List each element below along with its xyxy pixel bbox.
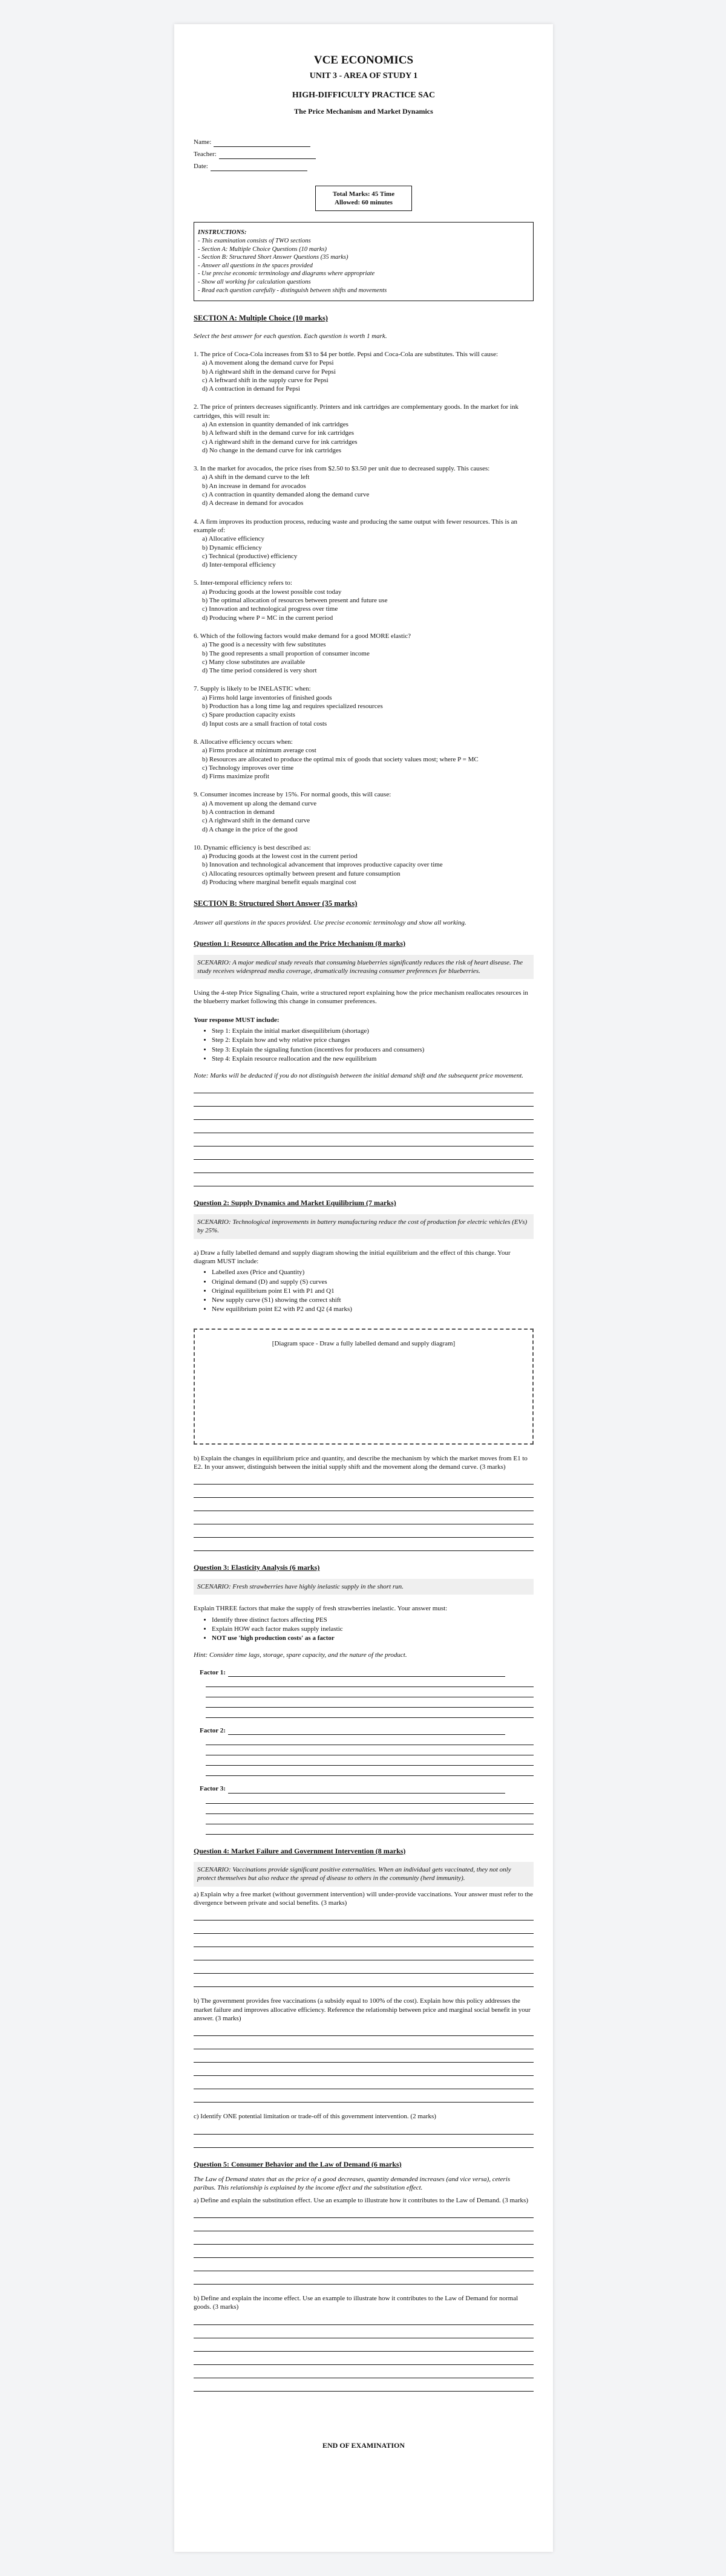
q1-steps xyxy=(194,1027,534,1063)
mcq-option[interactable]: d) Inter-temporal efficiency xyxy=(202,561,276,569)
mcq-option[interactable]: c) Allocating resources optimally between present and future consumption xyxy=(202,870,401,877)
answer-line[interactable] xyxy=(194,2271,534,2285)
answer-line[interactable] xyxy=(194,1107,534,1120)
q4a-answer-lines[interactable] xyxy=(194,1907,534,1987)
q3-items xyxy=(194,1616,534,1643)
instructions-box xyxy=(194,222,534,301)
answer-line[interactable] xyxy=(206,1708,534,1718)
mcq-option[interactable]: a) Allocative efficiency xyxy=(202,535,265,543)
mcq-option[interactable]: b) A leftward shift in the demand curve for ink cartridges xyxy=(202,429,355,437)
answer-line[interactable] xyxy=(206,1687,534,1697)
factor-1 xyxy=(194,1668,534,1718)
factor-3-lines[interactable] xyxy=(200,1794,534,1835)
teacher-label: Teacher: xyxy=(194,151,217,158)
mcq-option[interactable]: c) A rightward shift in the demand curve for ink cartridges xyxy=(202,438,358,446)
mcq-option[interactable]: d) Producing where P = MC in the current period xyxy=(202,614,333,622)
q4-part-a: a) Explain why a free market (without government intervention) will under-provide vaccinations. Your answer must refer to the divergence between private and social benefits. (3 marks) xyxy=(194,1890,533,1907)
mcq-option[interactable]: a) Producing goods at the lowest cost in the current period xyxy=(202,853,358,860)
instruction-item: - Show all working for calculation questions xyxy=(198,279,311,286)
mcq-option[interactable]: d) A contraction in demand for Pepsi xyxy=(202,385,300,393)
q4-part-c: c) Identify ONE potential limitation or trade-off of this government intervention. (2 marks) xyxy=(194,2113,436,2121)
mcq-option[interactable]: a) Firms produce at minimum average cost xyxy=(202,747,316,755)
instruction-item: - This examination consists of TWO sections xyxy=(198,237,311,244)
q5-part-a: a) Define and explain the substitution effect. Use an example to illustrate how it contributes to the Law of Demand. (3 marks) xyxy=(194,2196,528,2204)
answer-line[interactable] xyxy=(194,2135,534,2148)
answer-line[interactable] xyxy=(194,2245,534,2258)
mcq-option[interactable]: a) A movement up along the demand curve xyxy=(202,799,317,807)
name-label: Name: xyxy=(194,138,212,146)
total-marks-box xyxy=(315,186,412,212)
q4-part-b: b) The government provides free vaccinations (a subsidy equal to 100% of the cost). Explain how this policy addresses the market failure and improves allocative efficiency. Reference the relationship between price and marginal social benefit in your answer. (3 marks) xyxy=(194,1997,531,2022)
list-item: • Step 2: Explain how and why relative price changes xyxy=(212,1036,534,1044)
q2-part-a: a) Draw a fully labelled demand and supply diagram showing the initial equilibrium and the effect of this change. Your diagram MUST include: xyxy=(194,1249,511,1265)
answer-line[interactable] xyxy=(194,1947,534,1960)
list-item: • New equilibrium point E2 with P2 and Q2 (4 marks) xyxy=(212,1305,534,1313)
answer-line[interactable] xyxy=(194,1471,534,1485)
answer-line[interactable] xyxy=(206,1794,534,1804)
mcq-question xyxy=(194,685,534,727)
mcq-option[interactable]: d) The time period considered is very short xyxy=(202,667,317,675)
mcq-option[interactable]: d) Producing where marginal benefit equals marginal cost xyxy=(202,879,356,886)
mcq-question xyxy=(194,790,534,833)
mcq-question-text: 6. Which of the following factors would make demand for a good MORE elastic? xyxy=(194,632,411,640)
q1-answer-lines[interactable] xyxy=(194,1080,534,1186)
unit-title: UNIT 3 - AREA OF STUDY 1 xyxy=(309,71,418,80)
answer-line[interactable] xyxy=(206,1755,534,1766)
date-label: Date: xyxy=(194,163,208,171)
mcq-option[interactable]: a) An extension in quantity demanded of ink cartridges xyxy=(202,421,348,428)
mcq-option[interactable]: c) Spare production capacity exists xyxy=(202,711,295,719)
answer-line[interactable] xyxy=(194,1960,534,1974)
mcq-list xyxy=(194,350,534,886)
answer-line[interactable] xyxy=(206,1697,534,1708)
answer-line[interactable] xyxy=(194,1921,534,1934)
mcq-option[interactable]: a) The good is a necessity with few substitutes xyxy=(202,641,326,649)
exam-page xyxy=(174,24,553,2552)
q3-title: Question 3: Elasticity Analysis (6 marks) xyxy=(194,1563,320,1572)
mcq-question xyxy=(194,738,534,781)
q5-title: Question 5: Consumer Behavior and the Law of Demand (6 marks) xyxy=(194,2159,402,2168)
factor-2-lines[interactable] xyxy=(200,1735,534,1776)
mcq-question xyxy=(194,579,534,622)
answer-line[interactable] xyxy=(194,2325,534,2338)
answer-line[interactable] xyxy=(206,1766,534,1776)
factor-label xyxy=(200,1784,534,1793)
mcq-option[interactable]: b) A rightward shift in the demand curve for Pepsi xyxy=(202,368,336,376)
mcq-question-text: 10. Dynamic efficiency is best described as: xyxy=(194,844,311,851)
name-line[interactable] xyxy=(214,140,310,147)
mcq-question xyxy=(194,844,534,886)
answer-line[interactable] xyxy=(206,1804,534,1814)
q5b-answer-lines[interactable] xyxy=(194,2312,534,2392)
q4-scenario: SCENARIO: Vaccinations provide significant positive externalities. When an individual gets vaccinated, they not only protect themselves but also reduce the spread of disease to others in the community (herd immunity). xyxy=(194,1862,534,1887)
student-fields xyxy=(194,135,534,171)
instruction-item: - Section A: Multiple Choice Questions (10 marks) xyxy=(198,246,327,253)
answer-line[interactable] xyxy=(194,1133,534,1147)
mcq-question xyxy=(194,350,534,393)
mcq-option[interactable]: c) Innovation and technological progress over time xyxy=(202,605,338,613)
list-item: • Original demand (D) and supply (S) curves xyxy=(212,1278,534,1286)
mcq-option[interactable]: c) Technology improves over time xyxy=(202,764,294,772)
answer-line[interactable] xyxy=(194,1511,534,1524)
end-of-exam: END OF EXAMINATION xyxy=(322,2441,405,2450)
date-line[interactable] xyxy=(211,164,307,171)
mcq-option[interactable]: b) The good represents a small proportion of consumer income xyxy=(202,649,370,657)
list-item: • Identify three distinct factors affecting PES xyxy=(212,1616,534,1624)
mcq-option[interactable]: c) Many close substitutes are available xyxy=(202,658,306,666)
mcq-question xyxy=(194,632,534,675)
answer-line[interactable] xyxy=(194,1485,534,1498)
answer-line[interactable] xyxy=(194,1160,534,1173)
mcq-question-text: 4. A firm improves its production process, reducing waste and producing the same output with fewer resources. This is an example of: xyxy=(194,518,518,534)
q4c-answer-lines[interactable] xyxy=(194,2121,534,2148)
mcq-option[interactable]: c) A leftward shift in the supply curve for Pepsi xyxy=(202,376,329,384)
mcq-option[interactable]: a) A shift in the demand curve to the left xyxy=(202,473,310,481)
answer-line[interactable] xyxy=(194,1120,534,1133)
list-item: • Step 4: Explain resource reallocation and the new equilibrium xyxy=(212,1055,534,1063)
answer-line[interactable] xyxy=(194,2063,534,2076)
marks-line-1: Total Marks: 45 Time xyxy=(332,190,395,198)
q3-hint: Hint: Consider time lags, storage, spare capacity, and the nature of the product. xyxy=(194,1651,407,1659)
answer-line[interactable] xyxy=(194,1093,534,1107)
diagram-space[interactable] xyxy=(194,1329,534,1445)
mcq-question-text: 1. The price of Coca-Cola increases from $3 to $4 per bottle. Pepsi and Coca-Cola are substitutes. This will cause: xyxy=(194,350,499,358)
mcq-question-text: 3. In the market for avocados, the price rises from $2.50 to $3.50 per unit due to decreased supply. This causes: xyxy=(194,465,490,473)
q2-part-b: b) Explain the changes in equilibrium price and quantity, and describe the mechanism by which the market moves from E1 to E2. In your answer, distinguish between the initial supply shift and the movement along the demand curve. (3 marks) xyxy=(194,1454,528,1471)
mcq-option[interactable]: a) Producing goods at the lowest possible cost today xyxy=(202,588,342,596)
factor-2-line[interactable] xyxy=(228,1728,505,1735)
factor-3 xyxy=(194,1784,534,1834)
section-a-title: SECTION A: Multiple Choice (10 marks) xyxy=(194,314,328,323)
instruction-item: - Section B: Structured Short Answer Questions (35 marks) xyxy=(198,254,348,261)
mcq-option[interactable]: d) Firms maximize profit xyxy=(202,773,269,781)
q5a-answer-lines[interactable] xyxy=(194,2205,534,2285)
answer-line[interactable] xyxy=(194,1173,534,1186)
teacher-field[interactable] xyxy=(194,147,534,159)
q2-items xyxy=(194,1268,534,1313)
mcq-question-text: 9. Consumer incomes increase by 15%. For normal goods, this will cause: xyxy=(194,791,391,799)
answer-line[interactable] xyxy=(194,1524,534,1538)
mcq-option[interactable]: b) Production has a long time lag and requires specialized resources xyxy=(202,703,383,711)
mcq-question xyxy=(194,403,534,455)
q1-must-label: Your response MUST include: xyxy=(194,1016,280,1024)
q2-title: Question 2: Supply Dynamics and Market Equilibrium (7 marks) xyxy=(194,1199,396,1208)
factor-1-lines[interactable] xyxy=(200,1677,534,1718)
answer-line[interactable] xyxy=(194,2023,534,2036)
list-item: • Step 3: Explain the signaling function (incentives for producers and consumers) xyxy=(212,1046,534,1054)
section-b-instruction: Answer all questions in the spaces provided. Use precise economic terminology and show all working. xyxy=(194,919,466,926)
q1-title: Question 1: Resource Allocation and the Price Mechanism (8 marks) xyxy=(194,938,406,948)
answer-line[interactable] xyxy=(194,2378,534,2392)
mcq-option[interactable]: b) Innovation and technological advancement that improves productive capacity over time xyxy=(202,861,443,869)
date-field[interactable] xyxy=(194,159,534,171)
instruction-item: - Read each question carefully - distinguish between shifts and movements xyxy=(198,287,387,294)
q2-answer-lines[interactable] xyxy=(194,1471,534,1551)
answer-line[interactable] xyxy=(194,1934,534,1947)
mcq-option[interactable]: b) An increase in demand for avocados xyxy=(202,482,306,490)
factor-3-label: Factor 3: xyxy=(200,1785,226,1793)
q3-prompt: Explain THREE factors that make the supply of fresh strawberries inelastic. Your answer must: xyxy=(194,1605,448,1613)
q1-note: Note: Marks will be deducted if you do not distinguish between the initial demand shift and the subsequent price movement. xyxy=(194,1072,524,1080)
mcq-option[interactable]: a) Firms hold large inventories of finished goods xyxy=(202,694,332,701)
list-item: • Labelled axes (Price and Quantity) xyxy=(212,1268,534,1277)
answer-line[interactable] xyxy=(194,2205,534,2218)
mcq-option[interactable]: d) Input costs are a small fraction of total costs xyxy=(202,720,327,727)
instruction-item: - Use precise economic terminology and diagrams where appropriate xyxy=(198,270,375,278)
q1-prompt: Using the 4-step Price Signaling Chain, write a structured report explaining how the price mechanism reallocates resources in the blueberry market following this change in consumer preferences. xyxy=(194,989,528,1006)
instruction-item: - Answer all questions in the spaces provided xyxy=(198,262,313,269)
mcq-option[interactable]: b) The optimal allocation of resources between present and future use xyxy=(202,597,388,605)
answer-line[interactable] xyxy=(194,2338,534,2352)
answer-line[interactable] xyxy=(194,2036,534,2049)
instructions-title: INSTRUCTIONS: xyxy=(198,229,247,236)
answer-line[interactable] xyxy=(194,1907,534,1921)
section-b-title: SECTION B: Structured Short Answer (35 marks) xyxy=(194,899,358,908)
answer-line[interactable] xyxy=(206,1745,534,1755)
factor-label xyxy=(200,1668,534,1677)
factor-label xyxy=(200,1726,534,1735)
answer-line[interactable] xyxy=(194,1538,534,1551)
topic-title: The Price Mechanism and Market Dynamics xyxy=(294,107,433,116)
diagram-label: [Diagram space - Draw a fully labelled demand and supply diagram] xyxy=(272,1339,456,1347)
answer-line[interactable] xyxy=(194,1080,534,1093)
factor-1-line[interactable] xyxy=(228,1670,505,1677)
answer-line[interactable] xyxy=(206,1824,534,1835)
answer-line[interactable] xyxy=(206,1677,534,1687)
answer-line[interactable] xyxy=(194,2231,534,2245)
answer-line[interactable] xyxy=(194,2049,534,2063)
answer-line[interactable] xyxy=(194,1498,534,1511)
q3-scenario: SCENARIO: Fresh strawberries have highly inelastic supply in the short run. xyxy=(194,1579,534,1595)
answer-line[interactable] xyxy=(194,2218,534,2231)
factor-2 xyxy=(194,1726,534,1776)
header xyxy=(194,53,534,117)
q4b-answer-lines[interactable] xyxy=(194,2023,534,2103)
mcq-question-text: 7. Supply is likely to be INELASTIC when: xyxy=(194,685,311,693)
q4-title: Question 4: Market Failure and Government Intervention (8 marks) xyxy=(194,1846,406,1855)
exam-title: VCE ECONOMICS xyxy=(313,54,414,67)
mcq-option[interactable]: b) A contraction in demand xyxy=(202,808,275,816)
q2-scenario: SCENARIO: Technological improvements in battery manufacturing reduce the cost of production for electric vehicles (EVs) by 25%. xyxy=(194,1214,534,1239)
answer-line[interactable] xyxy=(194,1147,534,1160)
mcq-option[interactable]: a) A movement along the demand curve for Pepsi xyxy=(202,359,334,367)
answer-line[interactable] xyxy=(194,2352,534,2365)
answer-line[interactable] xyxy=(194,2365,534,2378)
factor-1-label: Factor 1: xyxy=(200,1668,226,1676)
q5-scenario: The Law of Demand states that as the price of a good decreases, quantity demanded increases (and vice versa), ceteris paribus. This relationship is explained by the income effect and the substitution effect. xyxy=(194,2176,511,2192)
teacher-line[interactable] xyxy=(219,152,316,159)
mcq-option[interactable]: d) A decrease in demand for avocados xyxy=(202,499,304,507)
mcq-question xyxy=(194,518,534,570)
answer-line[interactable] xyxy=(194,1974,534,1987)
list-item: • New supply curve (S1) showing the correct shift xyxy=(212,1296,534,1304)
mcq-option[interactable]: d) No change in the demand curve for ink cartridges xyxy=(202,446,341,454)
mcq-question-text: 2. The price of printers decreases significantly. Printers and ink cartridges are complementary goods. In the market for ink cartridges, this will result in: xyxy=(194,403,518,420)
factor-3-line[interactable] xyxy=(228,1786,505,1794)
answer-line[interactable] xyxy=(194,2089,534,2103)
mcq-option[interactable]: c) A rightward shift in the demand curve xyxy=(202,817,310,825)
mcq-option[interactable]: b) Resources are allocated to produce the optimal mix of goods that society values most; where P = MC xyxy=(202,755,479,763)
answer-line[interactable] xyxy=(194,2312,534,2325)
q1-scenario: SCENARIO: A major medical study reveals that consuming blueberries significantly reduces the risk of heart disease. The study receives widespread media coverage, dramatically increasing consumer preferences for blueberries. xyxy=(194,955,534,980)
answer-line[interactable] xyxy=(194,2076,534,2089)
answer-line[interactable] xyxy=(206,1814,534,1824)
mcq-option[interactable]: c) Technical (productive) efficiency xyxy=(202,552,298,560)
section-a-instruction: Select the best answer for each question. Each question is worth 1 mark. xyxy=(194,332,387,340)
answer-line[interactable] xyxy=(194,2258,534,2271)
answer-line[interactable] xyxy=(206,1735,534,1745)
marks-line-2: Allowed: 60 minutes xyxy=(335,198,393,206)
list-item: • Explain HOW each factor makes supply inelastic xyxy=(212,1625,534,1633)
mcq-option[interactable]: b) Dynamic efficiency xyxy=(202,544,262,551)
mcq-question-text: 8. Allocative efficiency occurs when: xyxy=(194,738,293,746)
q5-part-b: b) Define and explain the income effect. Use an example to illustrate how it contributes to the Law of Demand for normal goods. (3 marks) xyxy=(194,2295,518,2311)
mcq-question xyxy=(194,464,534,507)
mcq-question-text: 5. Inter-temporal efficiency refers to: xyxy=(194,579,292,587)
list-item: • Original equilibrium point E1 with P1 and Q1 xyxy=(212,1287,534,1295)
name-field[interactable] xyxy=(194,135,534,147)
list-item: • NOT use 'high production costs' as a factor xyxy=(212,1634,534,1642)
mcq-option[interactable]: d) A change in the price of the good xyxy=(202,825,298,833)
mcq-option[interactable]: c) A contraction in quantity demanded along the demand curve xyxy=(202,491,370,499)
list-item: • Step 1: Explain the initial market disequilibrium (shortage) xyxy=(212,1027,534,1035)
practice-title: HIGH-DIFFICULTY PRACTICE SAC xyxy=(292,90,436,100)
factor-2-label: Factor 2: xyxy=(200,1727,226,1734)
answer-line[interactable] xyxy=(194,2121,534,2135)
